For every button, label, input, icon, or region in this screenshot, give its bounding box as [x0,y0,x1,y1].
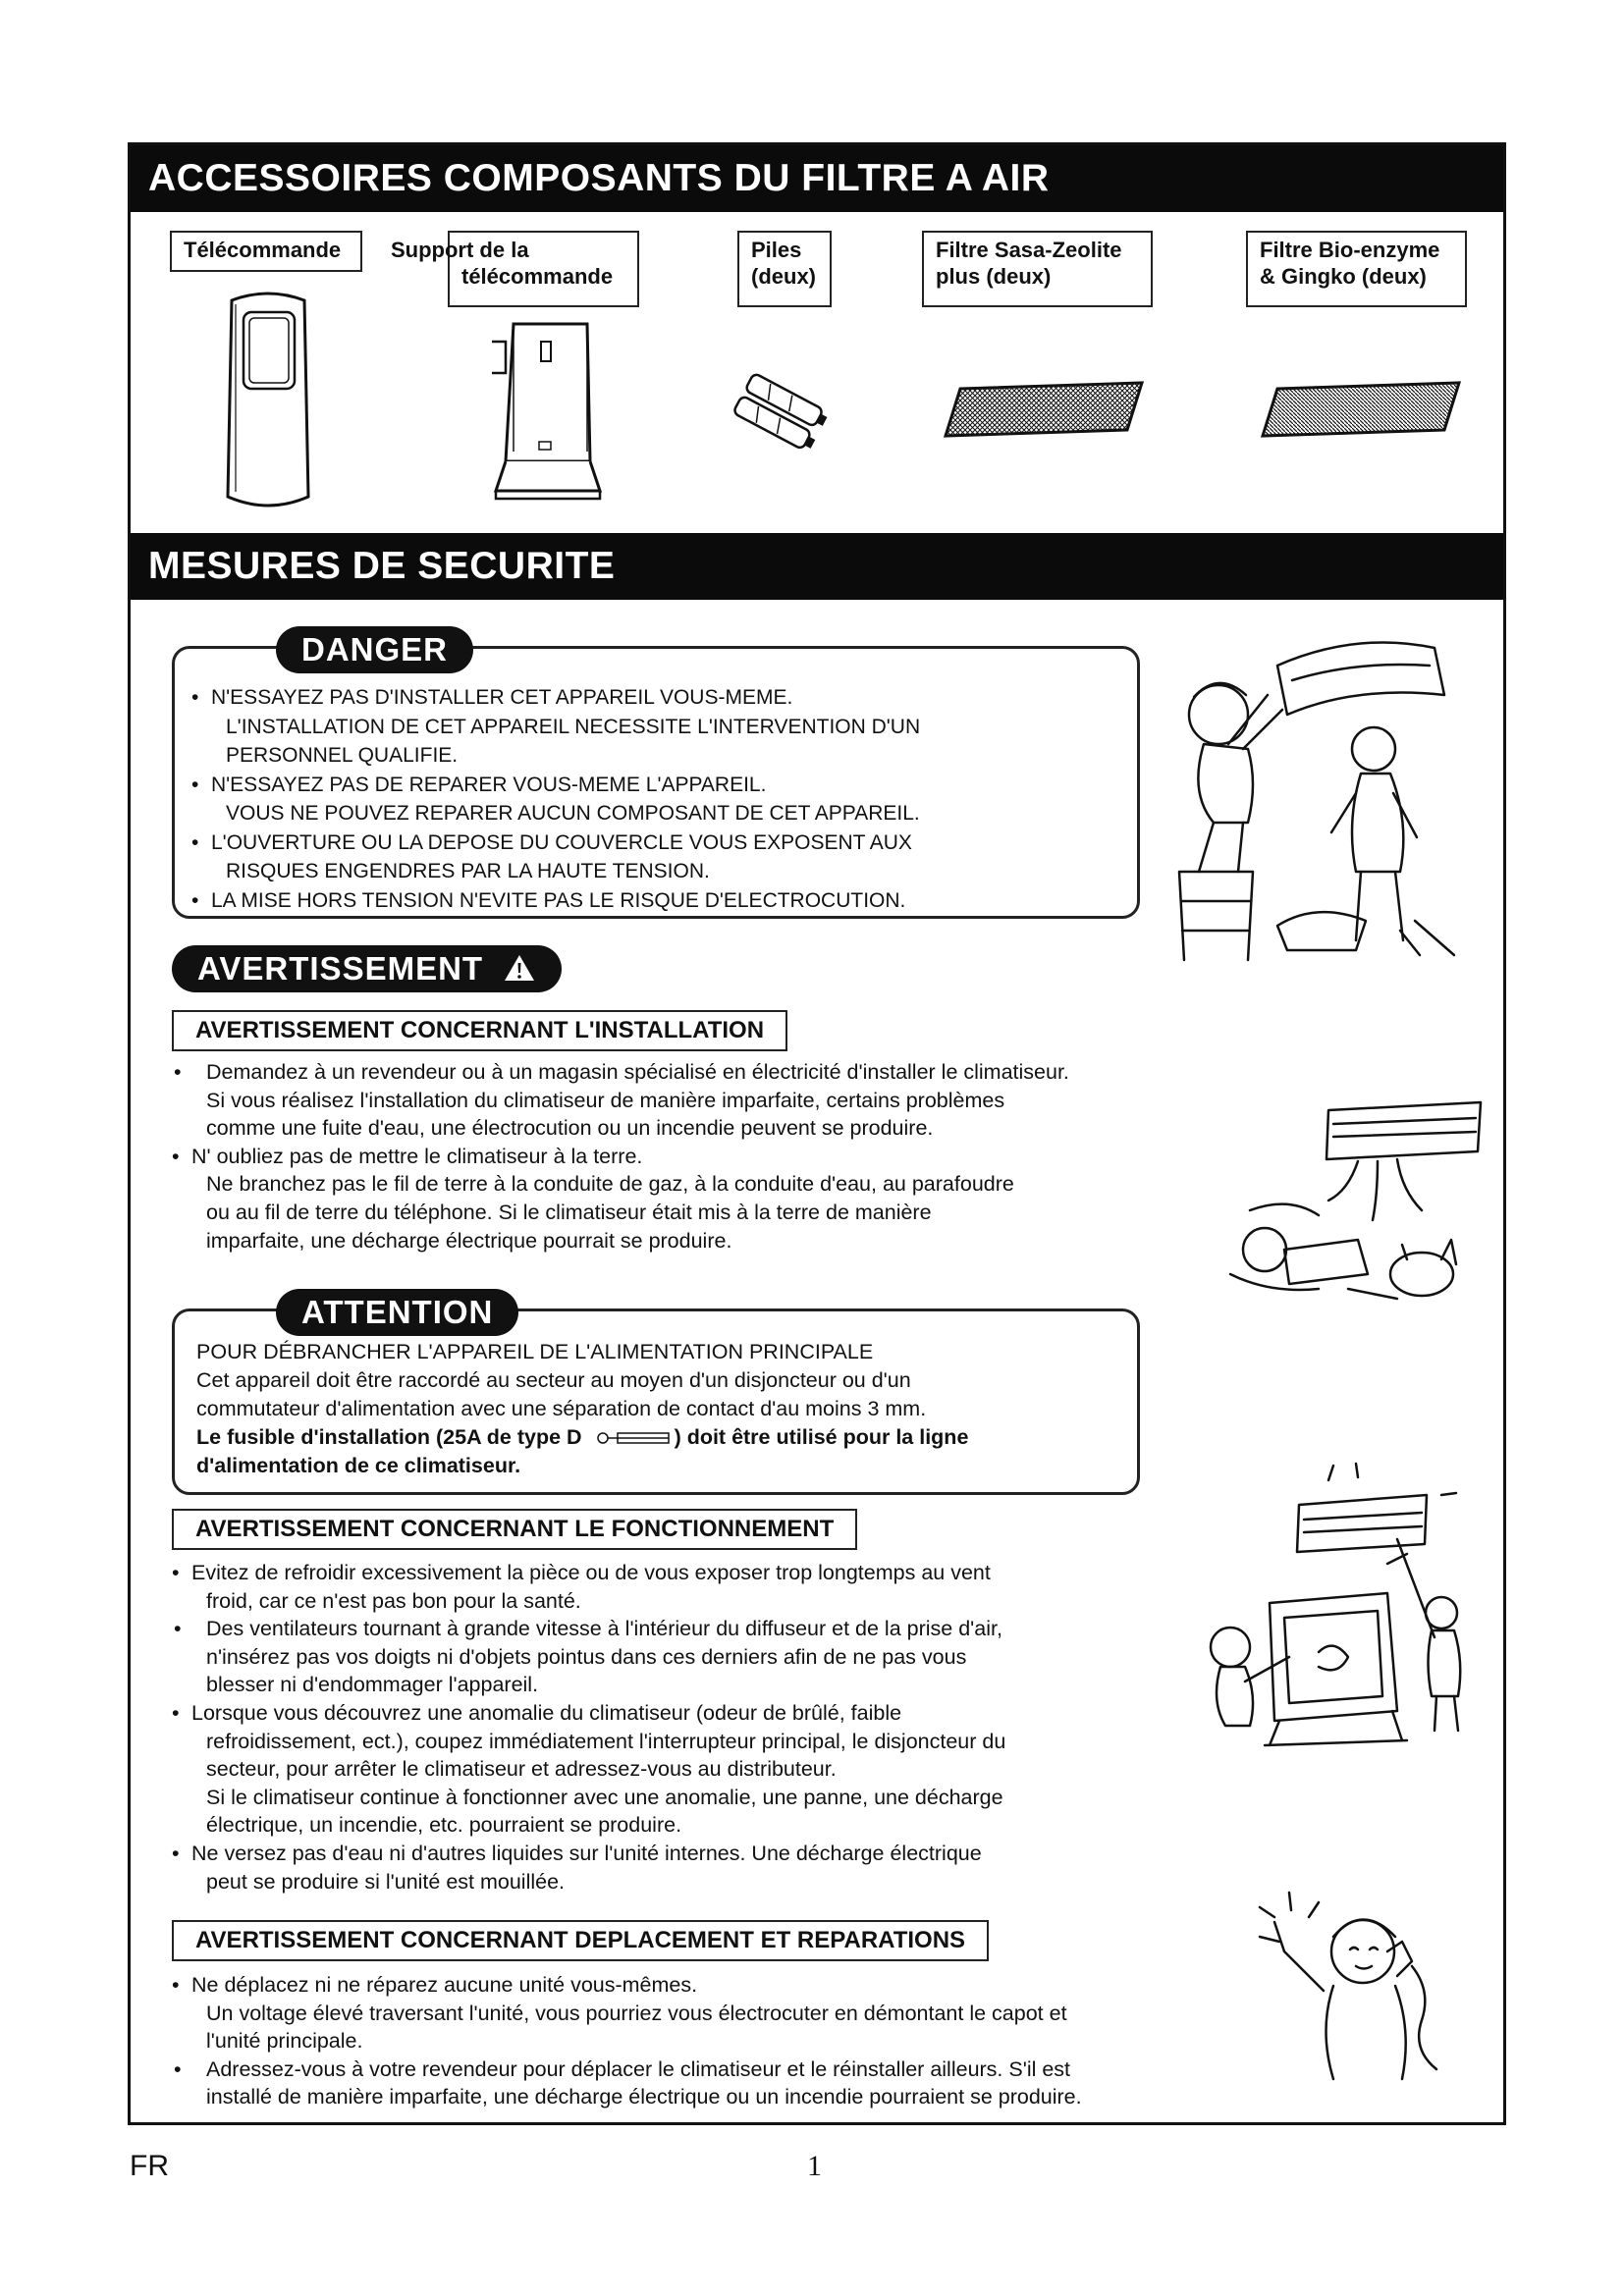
installation-line: Si vous réalisez l'installation du climatiseur de manière imparfaite, certains problèmes [206,1088,1005,1112]
filter-bio-label: Filtre Bio-enzyme & Gingko (deux) [1246,231,1467,307]
moving-line: Un voltage élevé traversant l'unité, vous pourriez vous électrocuter en démontant le capot et [206,2001,1067,2025]
attention-line: POUR DÉBRANCHER L'APPAREIL DE L'ALIMENTATION PRINCIPALE [196,1340,874,1363]
footer-language: FR [130,2150,169,2182]
danger-line: • L'OUVERTURE OU LA DEPOSE DU COUVERCLE VOUS EXPOSENT AUX [191,828,920,858]
holder-label [391,231,639,307]
moving-line: • Adressez-vous à votre revendeur pour déplacer le climatiseur et le réinstaller ailleurs. S'il est [172,2056,1082,2084]
operation-text [172,1559,1005,1896]
page-number: 1 [807,2150,822,2182]
installation-line: • Demandez à un revendeur ou à un magasin spécialisé en électricité d'installer le climatiseur. [172,1058,1069,1087]
batteries-icon [728,371,836,459]
operation-line: • Lorsque vous découvrez une anomalie du climatiseur (odeur de brûlé, faible [172,1699,1005,1728]
danger-line: • N'ESSAYEZ PAS DE REPARER VOUS-MEME L'APPAREIL. [191,771,920,800]
danger-line: • LA MISE HORS TENSION N'EVITE PAS LE RISQUE D'ELECTROCUTION. [191,886,920,916]
phone-call-illustration [1240,1883,1466,2079]
operation-line: secteur, pour arrêter le climatiseur et adressez-vous au distributeur. [206,1757,837,1782]
moving-line: • Ne déplacez ni ne réparez aucune unité vous-mêmes. [172,1971,1082,2000]
installation-line: Ne branchez pas le fil de terre à la conduite de gaz, à la conduite d'eau, au parafoudre [206,1172,1014,1197]
warning-triangle-icon [503,953,536,983]
operation-line: • Ne versez pas d'eau ni d'autres liquides sur l'unité internes. Une décharge électrique [172,1840,1005,1868]
operation-warning-label: AVERTISSEMENT CONCERNANT LE FONCTIONNEMENT [172,1509,857,1550]
bio-filter-icon [1258,381,1464,440]
danger-title: DANGER [276,626,473,673]
page-frame [128,142,1506,2125]
fuse-line: Le fusible d'installation (25A de type D ) doit être utilisé pour la ligne [196,1425,969,1449]
remote-control-icon [214,291,322,516]
operation-line: blesser ni d'endommager l'appareil. [206,1673,539,1697]
operation-line: froid, car ce n'est pas bon pour la santé. [206,1588,581,1613]
operation-line: Si le climatiseur continue à fonctionner avec une anomalie, une panne, une décharge [206,1785,1003,1809]
remote-label: Télécommande [170,231,362,272]
operation-line: n'insérez pas vos doigts ni d'objets pointus dans ces derniers afin de ne pas vous [206,1644,967,1669]
moving-line: installé de manière imparfaite, une décharge électrique ou un incendie pourraient se produire. [206,2085,1082,2109]
installation-line: ou au fil de terre du téléphone. Si le climatiseur était mis à la terre de manière [206,1200,932,1224]
sasa-filter-icon [941,381,1147,440]
operation-line: peut se produire si l'unité est mouillée. [206,1869,566,1894]
moving-text [172,1971,1082,2111]
installer-ladder-illustration [1160,626,1484,960]
operation-line: électrique, un incendie, etc. pourraient se produire. [206,1813,682,1838]
attention-text [196,1338,968,1480]
installation-line: • N' oubliez pas de mettre le climatiseur à la terre. [172,1143,1069,1171]
danger-line: • N'ESSAYEZ PAS D'INSTALLER CET APPAREIL VOUS-MEME. [191,683,920,713]
attention-line: Cet appareil doit être raccordé au secteur au moyen d'un disjoncteur ou d'un [196,1368,911,1392]
holder-label-line1: Support de la [391,238,529,262]
danger-line: L'INSTALLATION DE CET APPAREIL NECESSITE L'INTERVENTION D'UN [226,715,921,738]
moving-line: l'unité principale. [206,2029,363,2054]
operation-line: • Des ventilateurs tournant à grande vitesse à l'intérieur du diffuseur et de la prise d'air, [172,1615,1005,1643]
installation-warning-label: AVERTISSEMENT CONCERNANT L'INSTALLATION [172,1010,787,1051]
fuse-line-2: d'alimentation de ce climatiseur. [196,1454,521,1477]
installation-line: imparfaite, une décharge électrique pourrait se produire. [206,1228,732,1253]
filter-sasa-label: Filtre Sasa-Zeolite plus (deux) [922,231,1153,307]
warning-title: AVERTISSEMENT [172,945,562,992]
operation-line: refroidissement, ect.), coupez immédiatement l'interrupteur principal, le disjoncteur du [206,1729,1006,1753]
batteries-label: Piles (deux) [737,231,832,307]
accessories-header: ACCESSOIRES COMPOSANTS DU FILTRE A AIR [131,145,1503,212]
remote-holder-icon [484,314,612,506]
sleeping-under-ac-illustration [1211,1102,1486,1308]
holder-label-line2: télécommande [461,264,614,289]
fuse-icon [596,1430,673,1446]
danger-line: PERSONNEL QUALIFIE. [226,744,459,767]
children-ac-illustration [1181,1466,1486,1760]
moving-warning-label: AVERTISSEMENT CONCERNANT DEPLACEMENT ET REPARATIONS [172,1920,989,1961]
danger-text [191,683,920,915]
installation-text [172,1058,1069,1255]
attention-title: ATTENTION [276,1289,518,1336]
operation-line: • Evitez de refroidir excessivement la pièce ou de vous exposer trop longtemps au vent [172,1559,1005,1587]
safety-header: MESURES DE SECURITE [131,533,1503,600]
danger-line: RISQUES ENGENDRES PAR LA HAUTE TENSION. [226,860,710,882]
attention-line: commutateur d'alimentation avec une séparation de contact d'au moins 3 mm. [196,1397,927,1420]
installation-line: comme une fuite d'eau, une électrocution ou un incendie peuvent se produire. [206,1116,934,1141]
danger-line: VOUS NE POUVEZ REPARER AUCUN COMPOSANT DE CET APPAREIL. [226,802,920,825]
